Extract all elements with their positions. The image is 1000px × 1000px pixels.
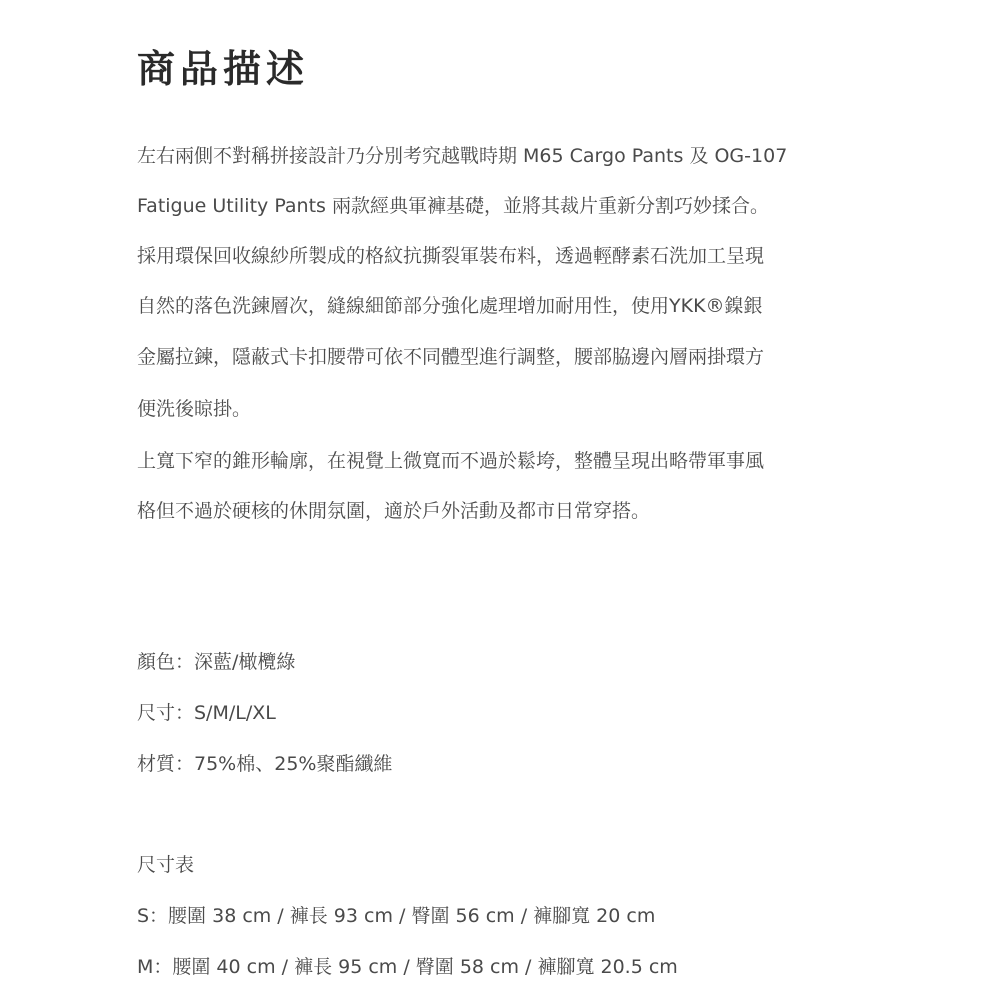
size-chart-row: S：腰圍 38 cm / 褲長 93 cm / 臀圍 56 cm / 褲腳寬 20 cm xyxy=(137,905,656,927)
description-line: 採用環保回收線紗所製成的格紋抗撕裂軍裝布料，透過輕酵素石洗加工呈現 xyxy=(137,245,765,267)
size-chart-heading: 尺寸表 xyxy=(137,854,195,876)
description-line: 左右兩側不對稱拼接設計乃分別考究越戰時期 M65 Cargo Pants 及 OG-107 xyxy=(137,145,788,167)
description-line: 便洗後晾掛。 xyxy=(137,398,252,420)
description-line: 金屬拉鍊，隱蔽式卡扣腰帶可依不同體型進行調整，腰部脇邊內層兩掛環方 xyxy=(137,346,765,368)
spec-material: 材質：75%棉、25%聚酯纖維 xyxy=(137,753,393,775)
spec-size: 尺寸：S/M/L/XL xyxy=(137,702,276,724)
page-title: 商品描述 xyxy=(137,47,310,91)
description-line: 自然的落色洗鍊層次，縫線細節部分強化處理增加耐用性，使用YKK®鎳銀 xyxy=(137,295,763,317)
description-line: 上寬下窄的錐形輪廓，在視覺上微寬而不過於鬆垮，整體呈現出略帶軍事風 xyxy=(137,450,765,472)
description-line: 格但不過於硬核的休閒氛圍，適於戶外活動及都市日常穿搭。 xyxy=(137,500,651,522)
description-line: Fatigue Utility Pants 兩款經典軍褲基礎，並將其裁片重新分割巧妙揉合。 xyxy=(137,195,769,217)
spec-color: 顏色：深藍/橄欖綠 xyxy=(137,651,296,673)
size-chart-row: M：腰圍 40 cm / 褲長 95 cm / 臀圍 58 cm / 褲腳寬 20.5 cm xyxy=(137,956,678,978)
